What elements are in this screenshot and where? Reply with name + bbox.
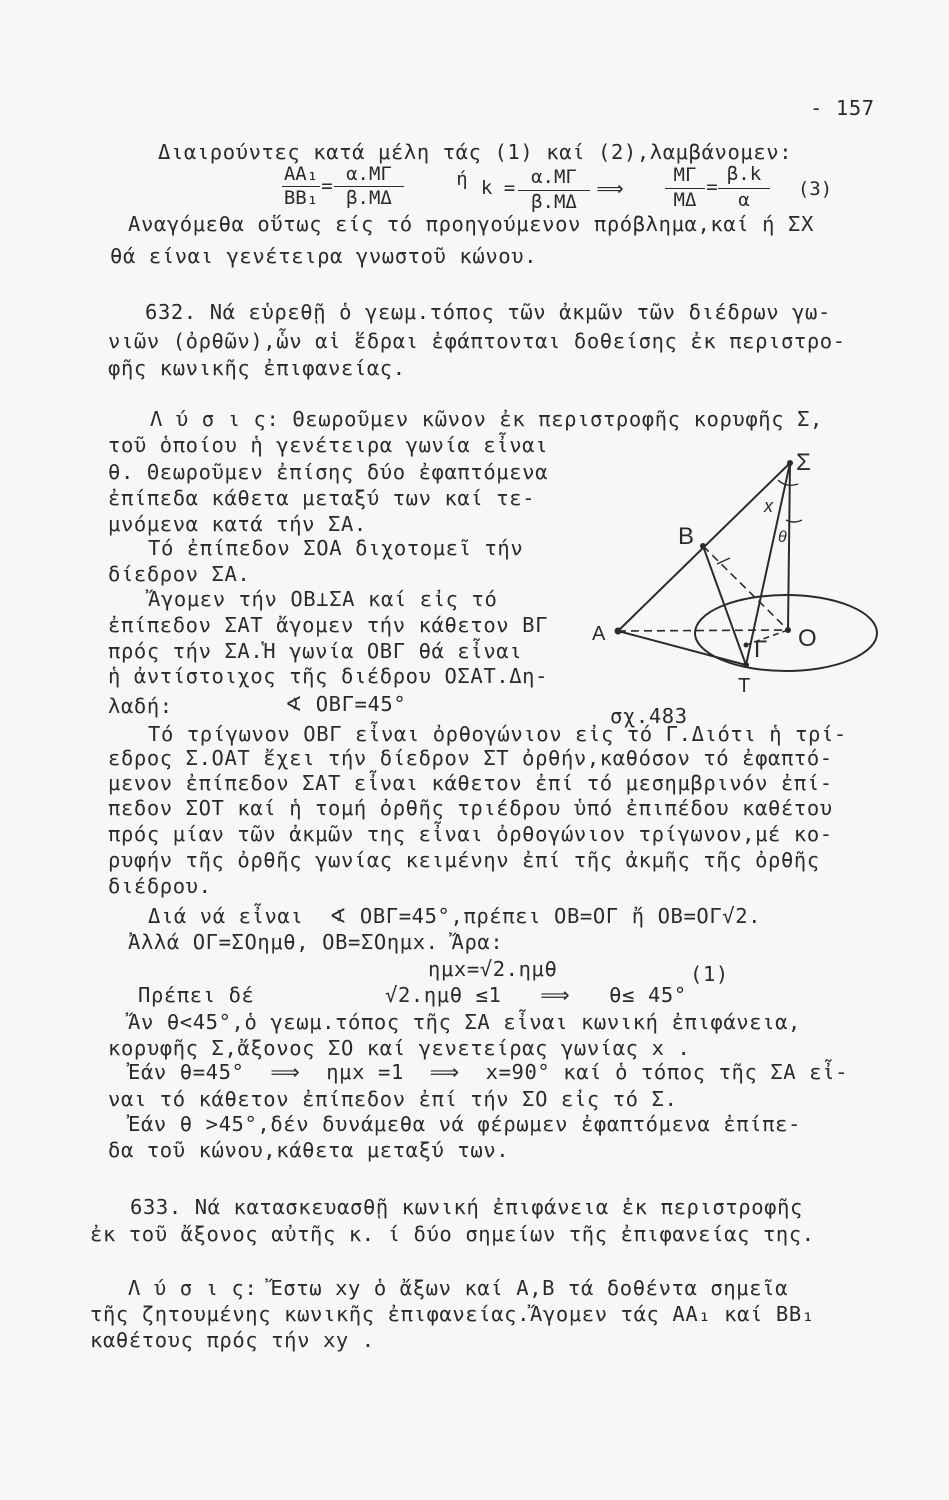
body-line-15: ναι τό κάθετον ἐπίπεδον ἐπί τήν ΣΟ εἰς τό Σ.	[108, 1087, 678, 1111]
body-line-11-cond: √2.ημθ ≤1 ⟹ θ≤ 45°	[385, 983, 687, 1007]
body-line-16: Ἐάν θ >45°,δέν δυνάμεθα νά φέρωμεν ἐφαπτόμενα ἐπίπε-	[128, 1112, 801, 1136]
label-G: Γ	[754, 636, 768, 663]
body-line-5: πρός μίαν τῶν ἀκμῶν της εἶναι ὀρθογώνιον τρίγωνον,μέ κο-	[108, 822, 833, 846]
label-O: Ο	[798, 625, 817, 652]
eq-sign-a: =	[321, 175, 333, 197]
problem-632-line-3: φῆς κωνικῆς ἐπιφανείας.	[108, 356, 406, 380]
point-B	[700, 543, 706, 549]
body-line-1: Τό τρίγωνον ΟΒΓ εἶναι ὀρθογώνιον εἰς τό Γ.Διότι ἡ τρί-	[148, 722, 847, 746]
tangent-AT	[618, 631, 746, 665]
label-theta: θ	[778, 529, 787, 546]
angle-theta-arc	[786, 520, 802, 522]
point-O	[785, 627, 791, 633]
frac2-den: β.ΜΔ	[346, 187, 392, 209]
solution-line-9: ἐπίπεδον ΣΑΤ ἄγομεν τήν κάθετον ΒΓ	[108, 613, 549, 637]
or-word: ή	[456, 168, 468, 190]
solution-line-10: πρός τήν ΣΑ.Ἡ γωνία ΟΒΓ θά εἶναι	[108, 639, 523, 663]
body-line-2: εδρος Σ.ΟΑΤ ἔχει τήν δίεδρον ΣΤ ὀρθήν,καθόσον τό ἐφαπτό-	[108, 746, 833, 770]
page-number: - 157	[810, 96, 875, 120]
solution-line-7: δίεδρον ΣΑ.	[108, 562, 251, 586]
solution-633-line-1: Λ ύ σ ι ς: Ἔστω xy ὁ ἄξων καί Α,Β τά δοθέντα σημεῖα	[128, 1276, 789, 1300]
solution-line-3: θ. Θεωροῦμεν ἐπίσης δύο ἐφαπτόμενα	[108, 460, 549, 484]
body-line-10-tag: (1)	[690, 962, 729, 986]
solution-line-5: μνόμενα κατά τήν ΣΑ.	[108, 512, 367, 536]
solution-line-6: Τό ἐπίπεδον ΣΟΑ διχοτομεῖ τήν	[148, 536, 524, 560]
solution-633-line-3: καθέτους πρός τήν xy .	[90, 1328, 375, 1352]
frac4-den: ΜΔ	[673, 189, 697, 211]
body-line-13: κορυφῆς Σ,ἄξονος ΣΟ καί γενετείρας γωνίας x .	[108, 1036, 691, 1060]
point-G	[744, 643, 749, 648]
frac1-den: ΒΒ₁	[283, 187, 319, 209]
frac2-num: α.ΜΓ	[346, 163, 392, 185]
figure-483	[590, 440, 890, 700]
segment-BO	[703, 546, 788, 630]
label-A: Α	[592, 623, 606, 645]
frac3-den: β.ΜΔ	[531, 191, 577, 213]
point-A	[615, 628, 622, 635]
k-lhs: k =	[480, 177, 516, 199]
axis-SO	[788, 463, 790, 630]
problem-632-line-1: 632. Νά εὑρεθῇ ὁ γεωμ.τόπος τῶν ἀκμῶν τῶν διέδρων γω-	[145, 300, 831, 324]
point-S	[787, 460, 793, 466]
label-S: Σ	[796, 449, 811, 476]
frac1-num: ΑΑ₁	[283, 163, 319, 185]
implies-arrow: ⟹	[596, 178, 624, 200]
problem-632-line-2: νιῶν (ὀρθῶν),ὧν αἱ ἕδραι ἐφάπτονται δοθείσης ἐκ περιστρο-	[108, 329, 846, 353]
reduce-line-2: θά είναι γενέτειρα γνωστοῦ κώνου.	[110, 244, 538, 268]
frac3-num: α.ΜΓ	[531, 166, 577, 188]
right-angle-mark	[717, 558, 730, 564]
problem-633-line-2: ἐκ τοῦ ἄξονος αὐτῆς κ. ί δύο σημείων τῆς ἐπιφανείας της.	[90, 1222, 815, 1246]
solution-line-11: ἡ ἀντίστοιχος τῆς διέδρου ΟΣΑΤ.Δη-	[108, 664, 549, 688]
figure-caption: σχ.483	[610, 704, 688, 728]
body-line-4: πεδον ΣΟΤ καί ἡ τομή ὀρθῆς τριέδρου ὑπό ἐπιπέδου καθέτου	[108, 796, 833, 820]
generatrix-ST	[746, 463, 790, 665]
segment-AO	[618, 630, 788, 631]
intro-line: Διαιρούντες κατά μέλη τάς (1) καί (2),λαμβάνομεν:	[158, 140, 793, 164]
body-line-7: διέδρου.	[108, 874, 212, 898]
reduce-line-1: Αναγόμεθα οὕτως είς τό προηγούμενον πρόβλημα,καί ή ΣΧ	[128, 212, 814, 236]
frac5-den: α	[738, 189, 750, 211]
solution-633-line-2: τῆς ζητουμένης κωνικῆς ἐπιφανείας.Ἄγομεν τάς ΑΑ₁ καί ΒΒ₁	[90, 1302, 815, 1326]
body-line-12: Ἄν θ<45°,ὁ γεωμ.τόπος τῆς ΣΑ εἶναι κωνική ἐπιφάνεια,	[128, 1010, 801, 1034]
label-T: Τ	[738, 675, 751, 697]
solution-line-2: τοῦ ὁποίου ἡ γενέτειρα γωνία εἶναι	[108, 433, 549, 457]
eq-tag-3: (3)	[797, 178, 833, 200]
body-line-17: δα τοῦ κώνου,κάθετα μεταξύ των.	[108, 1138, 510, 1162]
frac5-num: β.k	[726, 163, 762, 185]
solution-line-12-angle: ∢ ΟΒΓ=45°	[285, 692, 407, 716]
label-x: x	[764, 496, 773, 516]
body-line-8: Διά νά εἶναι ∢ ΟΒΓ=45°,πρέπει ΟΒ=ΟΓ ἤ ΟΒ=ΟΓ√2.	[148, 904, 762, 928]
body-line-10: ημx=√2.ημθ	[428, 957, 558, 981]
segment-BG	[703, 546, 746, 665]
solution-line-12-label: λαδή:	[108, 694, 173, 718]
body-line-11-label: Πρέπει δέ	[138, 983, 255, 1007]
eq-sign-b: =	[706, 176, 718, 198]
solution-line-4: ἐπίπεδα κάθετα μεταξύ των καί τε-	[108, 486, 536, 510]
label-B: Β	[678, 523, 695, 550]
body-line-6: ρυφήν τῆς ὀρθῆς γωνίας κειμένην ἐπί τῆς ἀκμῆς τῆς ὀρθῆς	[108, 848, 820, 872]
problem-633-line-1: 633. Νά κατασκευασθῇ κωνική ἐπιφάνεια ἐκ περιστροφῆς	[130, 1195, 803, 1219]
body-line-14: Ἐάν θ=45° ⟹ ημx =1 ⟹ x=90° καί ὁ τόπος τῆς ΣΑ εἶ-	[128, 1060, 849, 1084]
body-line-3: μενον ἐπίπεδον ΣΑΤ εἶναι κάθετον ἐπί τό μεσημβρινόν ἐπί-	[108, 771, 833, 795]
frac4-num: ΜΓ	[673, 164, 697, 186]
solution-line-8: Ἄγομεν τήν ΟΒ⊥ΣΑ καί εἰς τό	[148, 587, 498, 611]
body-line-9: Ἀλλά ΟΓ=ΣΟημθ, ΟΒ=ΣΟημx. Ἄρα:	[128, 930, 504, 954]
solution-line-1: Λ ύ σ ι ς: Θεωροῦμεν κῶνον ἐκ περιστροφῆς κορυφῆς Σ,	[150, 407, 823, 431]
angle-x-arc	[778, 480, 798, 485]
point-T	[743, 662, 749, 668]
